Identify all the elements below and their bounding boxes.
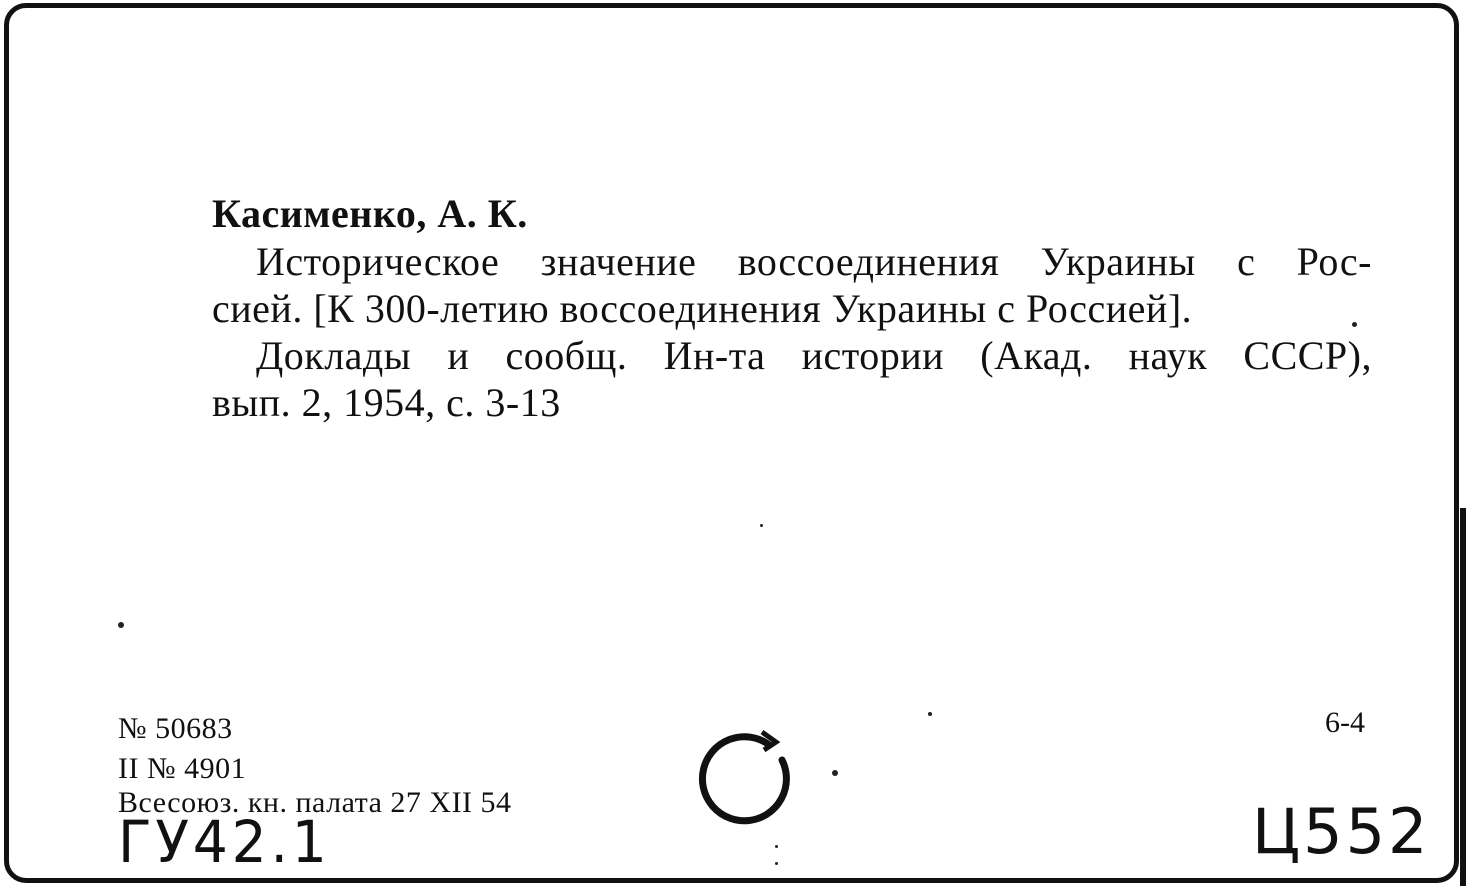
series-number: II № 4901	[118, 752, 247, 785]
speck	[760, 524, 763, 527]
handwritten-inventory-number: Ц552	[1252, 795, 1431, 868]
speck	[1352, 322, 1357, 327]
speck	[775, 845, 778, 848]
source-line-2: вып. 2, 1954, с. 3-13	[212, 380, 561, 425]
source-paragraph	[212, 332, 1372, 426]
circular-stamp-icon	[690, 720, 810, 840]
source-line-1: Доклады и сообщ. Ин-та истории (Акад. наук СССР),	[256, 333, 1372, 378]
speck	[775, 862, 778, 865]
bibliographic-entry	[212, 190, 1372, 426]
speck	[832, 770, 838, 776]
speck	[928, 712, 932, 716]
classification-code: 6-4	[1325, 706, 1365, 739]
title-line-2: сией. [К 300-летию воссоединения Украины с Россией].	[212, 286, 1193, 331]
speck	[118, 622, 124, 628]
title-line-1: Историческое значение воссоединения Украины с Рос-	[256, 239, 1372, 284]
card-number: № 50683	[118, 712, 233, 745]
author-heading: Касименко, А. К.	[212, 191, 528, 236]
handwritten-shelf-mark: ГУ42.1	[118, 808, 331, 876]
title-paragraph	[212, 238, 1372, 332]
card-edge-shadow	[1460, 508, 1466, 886]
book-chamber-line: Всесоюз. кн. палата 27 XII 54	[118, 786, 512, 819]
